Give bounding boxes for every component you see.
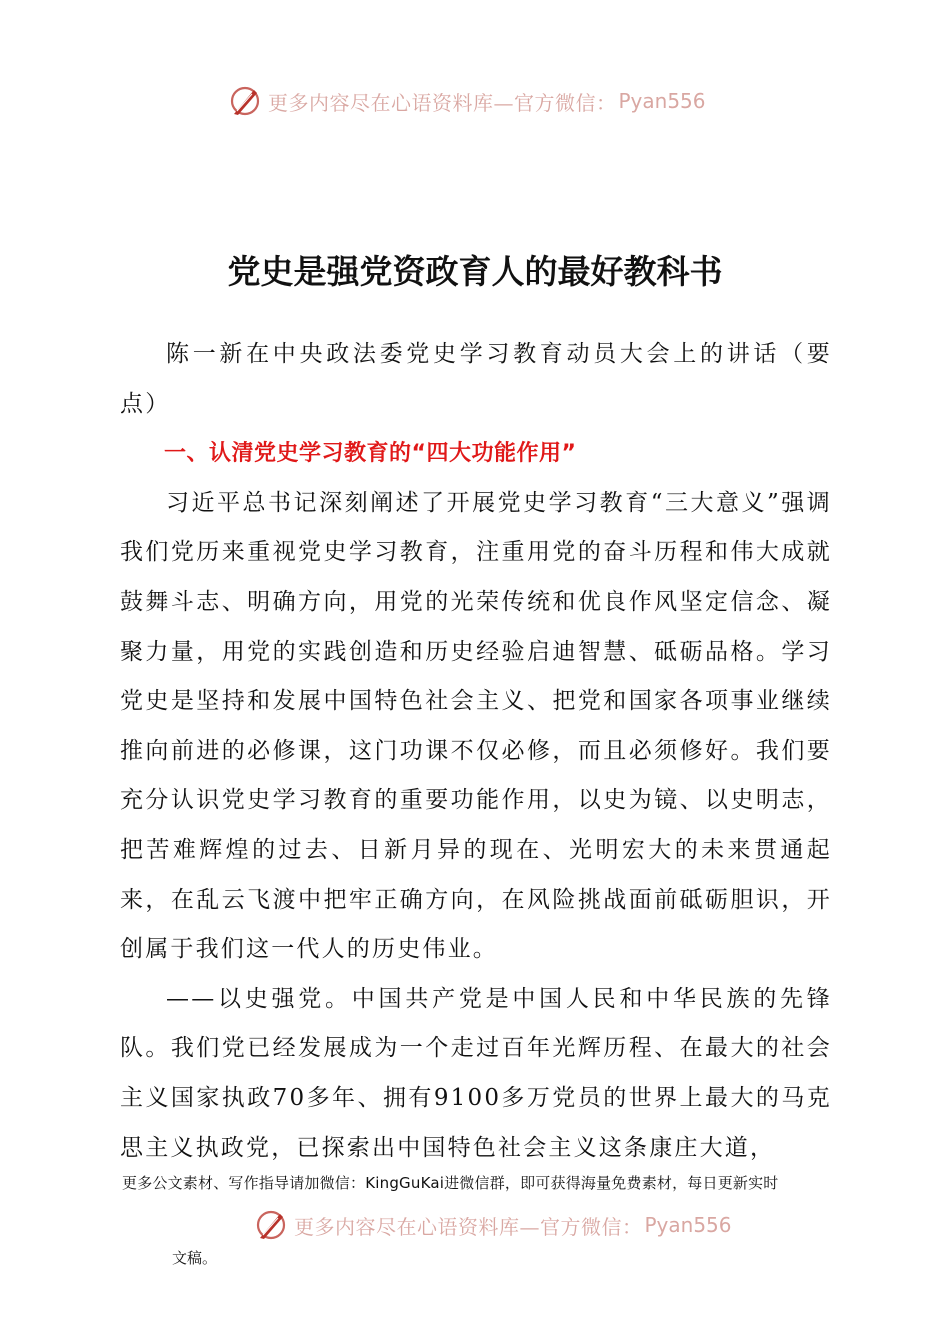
header-banner-text: 更多内容尽在心语资料库—官方微信： [268, 90, 617, 115]
header-banner-wechat-id: Pyan556 [618, 89, 706, 113]
body-paragraph: ——以史强党。中国共产党是中国人民和中华民族的先锋队。我们党已经发展成为一个走过百年光辉历程、在最大的社会主义国家执政70多年、拥有9100多万党员的世界上最大的马克思主义执政党，已探索出中国特色社会主义这条康庄大道， [120, 985, 832, 1161]
footer-note-after: 进微信群，即可获得海量免费素材，每日更新实时 [444, 1174, 779, 1192]
footer-banner-wechat-id: Pyan556 [644, 1213, 732, 1237]
header-banner [228, 84, 706, 118]
quill-pen-logo-icon [228, 84, 262, 118]
footer-note [122, 1172, 834, 1193]
footer-note-end: 文稿。 [172, 1249, 218, 1267]
document-body [120, 330, 832, 1173]
footer-banner-text: 更多内容尽在心语资料库—官方微信： [294, 1214, 643, 1239]
section-heading: 一、认清党史学习教育的“四大功能作用” [164, 441, 577, 467]
footer-note-before: 更多公文素材、写作指导请加微信： [122, 1174, 366, 1192]
quill-pen-logo-icon [254, 1208, 288, 1242]
body-paragraph: 习近平总书记深刻阐述了开展党史学习教育“三大意义”强调我们党历来重视党史学习教育，注重用党的奋斗历程和伟大成就鼓舞斗志、明确方向，用党的光荣传统和优良作风坚定信念、凝聚力量，用党的实践创造和历史经验启迪智慧、砥砺品格。学习党史是坚持和发展中国特色社会主义、把党和国家各项事业继续推向前进的必修课，这门功课不仅必修，而且必须修好。我们要充分认识党史学习教育的重要功能作用，以史为镜、以史明志，把苦难辉煌的过去、日新月异的现在、光明宏大的未来贯通起来，在乱云飞渡中把牢正确方向，在风险挑战面前砥砺胆识，开创属于我们这一代人的历史伟业。 [120, 489, 832, 963]
document-title: 党史是强党资政育人的最好教科书 [227, 252, 723, 291]
footer-banner [254, 1208, 732, 1242]
footer-note-id: KingGuKai [365, 1174, 445, 1192]
subtitle-paragraph: 陈一新在中央政法委党史学习教育动员大会上的讲话（要点） [120, 341, 832, 417]
